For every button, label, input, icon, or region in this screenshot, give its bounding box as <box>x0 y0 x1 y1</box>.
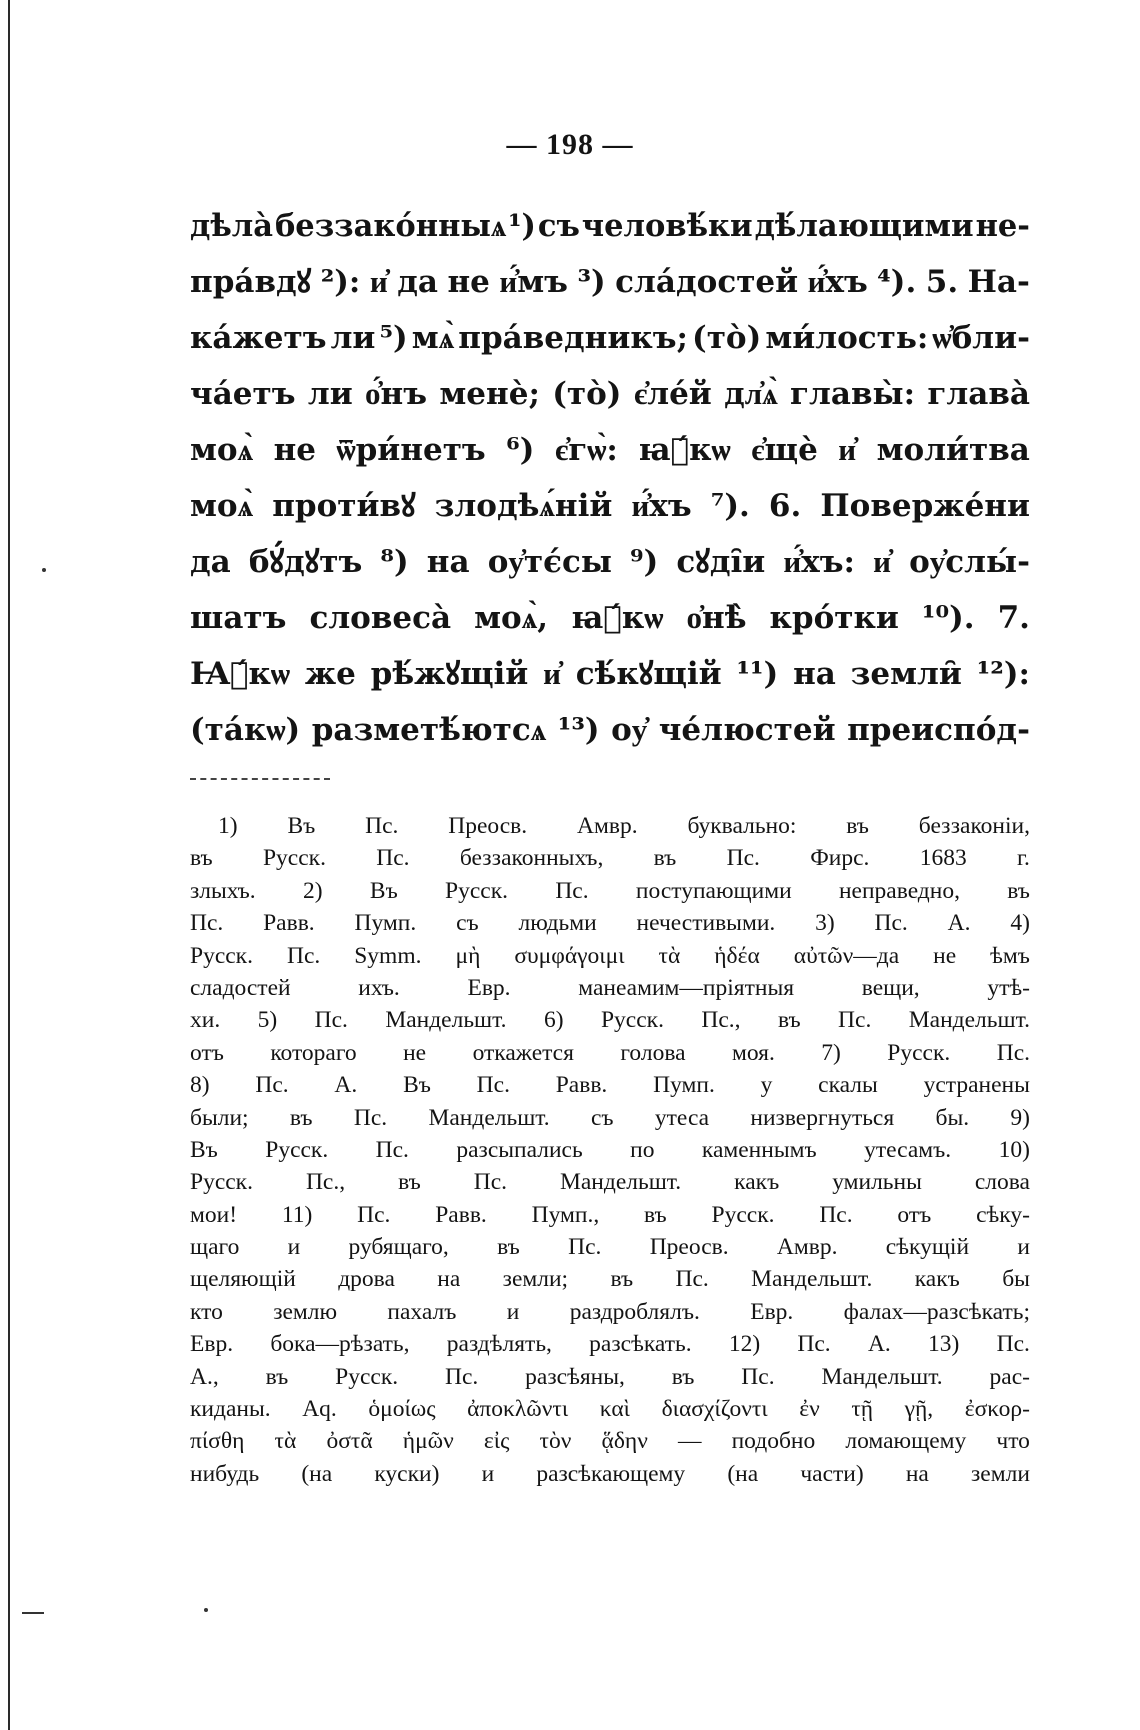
footnote-line: 8) Пс. А. Въ Пс. Равв. Пумп. у скалы устранены <box>190 1072 1030 1099</box>
church-text-line: дѣла̀ беззако́нныѧ ¹) съ человѣ́ки дѣ́лающими не- <box>190 208 1030 244</box>
footnote-line: А., въ Русск. Пс. разсѣяны, въ Пс. Мандельшт. рас- <box>190 1363 1030 1390</box>
footnote-line: въ Русск. Пс. беззаконныхъ, въ Пс. Фирс. 1683 г. <box>190 845 1030 872</box>
church-text-line: моѧ̀ проти́вꙋ злодѣѧ́ній и҆́хъ ⁷). 6. Поверже́ни <box>190 488 1030 524</box>
footnote-line: были; въ Пс. Мандельшт. съ утеса низвергнуться бы. 9) <box>190 1104 1030 1131</box>
church-text-line: ча́етъ ли о҆́нъ менѐ; (то̀) є҆ле́й дл҆ѧ̀ главы̀: глава̀ <box>190 376 1030 412</box>
margin-speck <box>204 1608 208 1612</box>
footnotes <box>190 810 1030 1490</box>
footnote-line: хи. 5) Пс. Мандельшт. 6) Русск. Пс., въ Пс. Мандельшт. <box>190 1007 1030 1034</box>
footnote-line: мои! 11) Пс. Равв. Пумп., въ Русск. Пс. отъ сѣку- <box>190 1201 1030 1228</box>
footnote-line: нибудь (на куски) и разсѣкающему (на части) на земли <box>190 1460 1030 1487</box>
margin-mark <box>22 1612 44 1614</box>
footnote-line: сладостей ихъ. Евр. манеамим—пріятныя вещи, утѣ- <box>190 974 1030 1001</box>
church-text-line: Ꙗ҆́кѡ же рѣ́жꙋщій и҆ сѣ́кꙋщій ¹¹) на земли̑ ¹²): <box>190 656 1030 692</box>
footnote-line: πίσθη τὰ ὀστᾶ ἡμῶν εἰς τὸν ᾅδην — подобно ломающему что <box>190 1428 1030 1455</box>
church-text-line: моѧ̀ не ѿри́нетъ ⁶) є҆гѡ̀: ꙗ҆́кѡ є҆щѐ и҆ моли́тва <box>190 432 1030 468</box>
margin-speck <box>42 568 46 572</box>
church-slavonic-text <box>190 198 1030 758</box>
footnote-line: Русск. Пс., въ Пс. Мандельшт. какъ умильны слова <box>190 1169 1030 1196</box>
page-number: — 198 — <box>506 128 634 161</box>
church-text-line: шатъ словеса̀ моѧ̀, ꙗ҆́кѡ о҆нѣ̀ кро́тки ¹⁰). 7. <box>190 600 1030 636</box>
footnote-line: щеляющій дрова на земли; въ Пс. Мандельшт. какъ бы <box>190 1266 1030 1293</box>
footnote-separator <box>190 778 330 780</box>
scan-edge-line <box>8 0 10 1730</box>
footnote-line: 1) Въ Пс. Преосв. Амвр. буквально: въ беззаконіи, <box>218 813 1030 839</box>
footnote-line: Русск. Пс. Symm. μὴ συμφάγοιμι τὰ ἡδέα αὐτῶν—да не ѣмъ <box>190 942 1030 969</box>
footnote-line: щаго и рубящаго, въ Пс. Преосв. Амвр. сѣкущій и <box>190 1234 1030 1261</box>
church-text-line: ка́жетъ ли ⁵) мѧ̀ пра́ведникъ; (то̀) ми́лость: ѡ҆бли- <box>190 320 1030 356</box>
church-text-line: пра́вдꙋ ²): и҆ да не и҆́мъ ³) сла́достей и҆́хъ ⁴). 5. На- <box>190 264 1030 300</box>
footnote-line: Евр. бока—рѣзать, раздѣлять, разсѣкать. 12) Пс. А. 13) Пс. <box>190 1331 1030 1358</box>
church-text-line: (та́кѡ) разметѣ́ютсѧ ¹³) оу҆ че́люстей преиспо́д- <box>190 712 1030 748</box>
footnote-line: киданы. Aq. ὁμοίως ἀποκλῶντι καὶ διασχίζοντι ἐν τῇ γῇ, ἐσκορ- <box>190 1396 1030 1423</box>
footnote-line: кто землю пахалъ и раздроблялъ. Евр. фалах—разсѣкать; <box>190 1298 1030 1325</box>
footnote-line: злыхъ. 2) Въ Русск. Пс. поступающими неправедно, въ <box>190 877 1030 904</box>
footnote-line: Въ Русск. Пс. разсыпались по каменнымъ утесамъ. 10) <box>190 1136 1030 1163</box>
footnote-line: Пс. Равв. Пумп. съ людьми нечестивыми. 3) Пс. А. 4) <box>190 910 1030 937</box>
footnote-line: отъ котораго не откажется голова моя. 7) Русск. Пс. <box>190 1039 1030 1066</box>
church-text-line: да бꙋ́дꙋтъ ⁸) на оу҆тє́сы ⁹) сꙋді̑и и҆́хъ: и҆ оу҆слы́- <box>190 544 1030 580</box>
